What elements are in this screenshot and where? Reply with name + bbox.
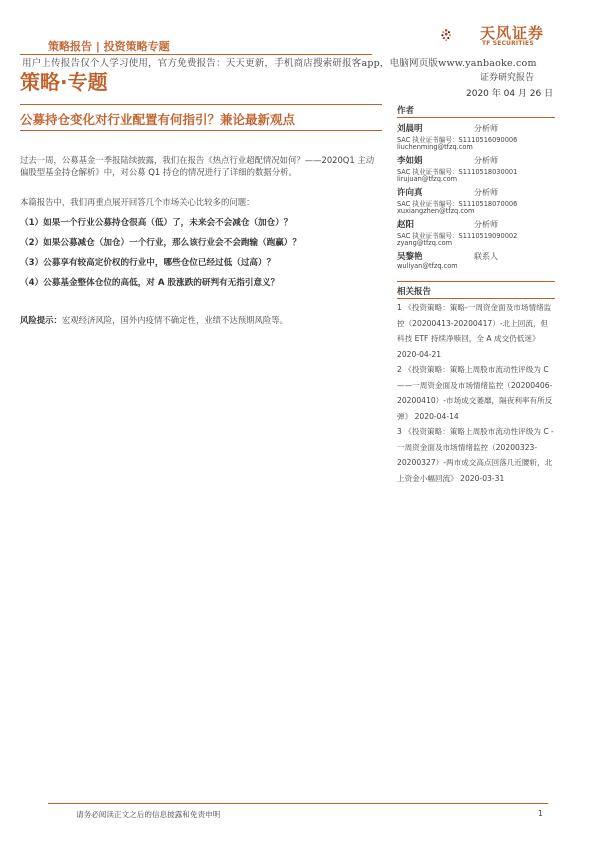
author-role: 分析师 (474, 124, 498, 133)
logo-subtitle: TF SECURITIES (482, 41, 534, 47)
logo-wordmark: 天风证券 (480, 24, 545, 42)
author-role: 分析师 (474, 188, 498, 197)
authors-divider (397, 117, 555, 118)
tf-securities-logo-icon (440, 14, 480, 56)
author-role: 联系人 (474, 252, 498, 261)
intro-paragraph: 过去一周，公募基金一季报陆续披露，我们在报告《热点行业超配情况如何？——2020Q1 主动偏股型基金持仓解析》中，对公募 Q1 持仓的情况进行了详细的数据分析。 (20, 155, 375, 177)
question-item: （2）如果公募减仓（加仓）一个行业，那么该行业会不会跑输（跑赢）？ (20, 238, 301, 248)
author-email[interactable]: liuchenming@tfzq.com (397, 143, 473, 151)
related-divider-top (397, 281, 555, 282)
author-name: 许向真 (397, 188, 423, 198)
risk-label: 风险提示： (20, 315, 62, 325)
author-email[interactable]: wuliyan@tfzq.com (397, 262, 458, 270)
related-heading: 相关报告 (397, 287, 432, 297)
disclaimer-note: 请务必阅读正文之后的信息披露和免责申明 (76, 810, 221, 819)
risk-text: 宏观经济风险，国外内疫情不确定性，业绩不达预期风险等。 (61, 315, 288, 325)
report-date: 2020 年 04 月 26 日 (466, 89, 554, 99)
lead-paragraph: 本篇报告中，我们再重点展开回答几个市场关心比较多的问题： (20, 197, 255, 207)
authors-heading: 作者 (397, 106, 415, 116)
author-email[interactable]: zyang@tfzq.com (397, 239, 453, 247)
author-email[interactable]: lirujuan@tfzq.com (397, 175, 458, 183)
author-role: 分析师 (474, 156, 498, 165)
section-title: 策略·专题 (20, 70, 108, 94)
author-name: 赵阳 (397, 220, 415, 230)
related-report-item[interactable]: 2 《投资策略：策略上周股市流动性评级为 C——一周资金面及市场情绪监控（20200406-20200410）-市场成交萎靡，隔夜利率有所反弹》 2020-04-14 (397, 365, 553, 421)
related-report-item[interactable]: 1 《投资策略：策略-一周资金面及市场情绪监控（20200413-20200417）-北上回流，但科技 ETF 持续净赎回，全 A 成交仍低迷》 2020-04-21 (397, 303, 552, 359)
report-type-label: 证券研究报告 (480, 73, 535, 83)
question-item: （3）公募享有较高定价权的行业中，哪些仓位已经过低（过高）？ (20, 258, 276, 268)
report-category-nav: 策略报告 | 投资策略专题 (48, 40, 170, 53)
watermark-text: 用户上传报告仅个人学习使用，官方免费报告：天天更新，手机商店搜索研报客app，电脑网页版www.yanbaoke.com (22, 58, 537, 69)
author-sac-id: SAC 执业证书编号：S1110518070006 (397, 200, 518, 208)
related-report-item[interactable]: 3 《投资策略：策略上周股市流动性评级为 C -一周资金面及市场情绪监控（20200323-20200327）-两市成交高点回落几近腰斩，北上资金小幅回流》 2020-03-31 (397, 427, 554, 483)
question-item: （1）如果一个行业公募持仓很高（低）了，未来会不会减仓（加仓）？ (20, 218, 293, 228)
report-title: 公募持仓变化对行业配置有何指引？兼论最新观点 (20, 112, 296, 127)
author-name: 李如娟 (397, 156, 423, 166)
title-divider-top (20, 104, 382, 105)
risk-warning (20, 314, 288, 326)
related-divider (397, 298, 555, 299)
page-number: 1 (538, 809, 543, 818)
question-item: （4）公募基金整体仓位的高低，对 A 股涨跌的研判有无指引意义？ (20, 278, 280, 288)
author-role: 分析师 (474, 220, 498, 229)
author-sac-id: SAC 执业证书编号：S1110518030001 (397, 168, 518, 176)
title-divider-bottom (20, 130, 382, 131)
footer-divider (48, 803, 548, 804)
author-name: 刘晨明 (397, 124, 423, 134)
author-name: 吴黎艳 (397, 252, 423, 262)
author-email[interactable]: xuxiangzhen@tfzq.com (397, 207, 475, 215)
author-sac-id: SAC 执业证书编号：S1110516090006 (397, 136, 518, 144)
author-sac-id: SAC 执业证书编号：S1110519090002 (397, 232, 518, 240)
